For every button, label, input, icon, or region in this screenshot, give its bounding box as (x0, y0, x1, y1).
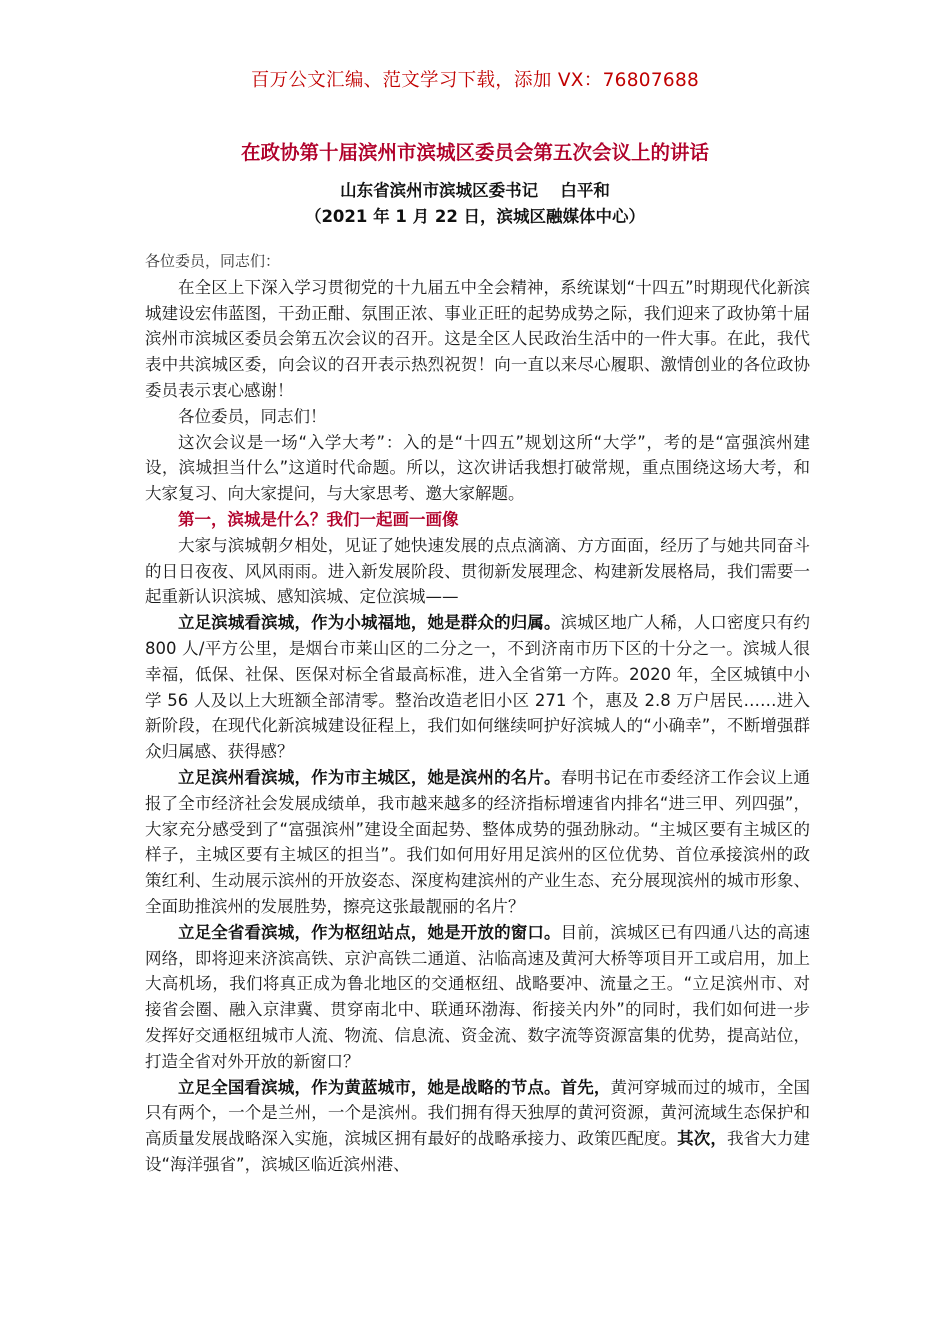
paragraph-5-text: 滨城区地广人稀，人口密度只有约 800 人/平方公里，是烟台市莱山区的二分之一，不到济南市历下区的十分之一。滨城人很幸福，低保、社保、医保对标全省最高标准，进入全省第一方阵。2020 年，全区城镇中小学 56 人及以上大班额全部清零。整治改造老旧小区 271 个，惠及 2.8 万户居民……进入新阶段，在现代化新滨城建设征程上，我们如何继续呵护好滨城人的“小确幸”，不断增强群众归属感、获得感？ (145, 613, 811, 762)
paragraph-8-lead: 立足全国看滨城，作为黄蓝城市，她是战略的节点。首先， (178, 1077, 611, 1097)
paragraph-1: 在全区上下深入学习贯彻党的十九届五中全会精神，系统谋划“十四五”时期现代化新滨城建设宏伟蓝图，干劲正酣、氛围正浓、事业正旺的起势成势之际，我们迎来了政协第十届滨州市滨城区委员会第五次会议的召开。这是全区人民政治生活中的一件大事。在此，我代表中共滨城区委，向会议的召开表示热烈祝贺！向一直以来尽心履职、激情创业的各位政协委员表示衷心感谢！ (145, 277, 810, 400)
paragraph-7-text: 目前，滨城区已有四通八达的高速网络，即将迎来济滨高铁、京沪高铁二通道、沾临高速及黄河大桥等项目开工或启用，加上大高机场，我们将真正成为鲁北地区的交通枢纽、战略要冲、流量之王。“立足滨州市、对接省会圈、融入京津冀、贯穿南北中、联通环渤海、衔接关内外”的同时，我们如何进一步发挥好交通枢纽城市人流、物流、信息流、资金流、数字流等资源富集的优势，提高站位，打造全省对外开放的新窗口？ (145, 922, 811, 1071)
paragraph-7-lead: 立足全省看滨城，作为枢纽站点，她是开放的窗口。 (178, 922, 561, 942)
paragraph-6-lead: 立足滨州看滨城，作为市主城区，她是滨州的名片。 (178, 767, 561, 787)
paragraph-3: 这次会议是一场“入学大考”：入的是“十四五”规划这所“大学”，考的是“富强滨州建设，滨城担当什么”这道时代命题。所以，这次讲话我想打破常规，重点围绕这场大考，和大家复习、向大家提问，与大家思考、邀大家解题。 (145, 432, 810, 504)
page-title: 在政协第十届滨州市滨城区委员会第五次会议上的讲话 (240, 141, 709, 164)
paragraph-7 (145, 920, 810, 1075)
paragraph-8-text-b: 我省大力建设“海洋强省”，滨城区临近滨州港、 (145, 1129, 811, 1174)
author-line: 山东省滨州市滨城区委书记 白平和 (340, 181, 610, 200)
paragraph-8 (145, 1075, 810, 1178)
date-line: （2021 年 1 月 22 日，滨城区融媒体中心） (304, 207, 646, 226)
paragraph-6-text: 春明书记在市委经济工作会议上通报了全市经济社会发展成绩单，我市越来越多的经济指标增速省内排名“进三甲、列四强”，大家充分感受到了“富强滨州”建设全面起势、整体成势的强劲脉动。“主城区要有主城区的样子，主城区要有主城区的担当”。我们如何用好用足滨州的区位优势、首位承接滨州的政策红利、生动展示滨州的开放姿态、深度构建滨州的产业生态、充分展现滨州的城市形象、全面助推滨州的发展胜势，擦亮这张最靓丽的名片？ (145, 767, 811, 916)
salutation: 各位委员，同志们： (145, 252, 281, 270)
watermark-text: 百万公文汇编、范文学习下载，添加 VX：76807688 (250, 70, 700, 91)
document-body (145, 249, 810, 1178)
paragraph-5-lead: 立足滨城看滨城，作为小城福地，她是群众的归属。 (178, 613, 561, 633)
paragraph-5 (145, 610, 810, 765)
paragraph-2: 各位委员，同志们！ (178, 406, 327, 426)
paragraph-8-text-a: 黄河穿城而过的城市，全国只有两个，一个是兰州，一个是滨州。我们拥有得天独厚的黄河资源，黄河流域生态保护和高质量发展战略深入实施，滨城区拥有最好的战略承接力、政策匹配度。 (145, 1077, 811, 1149)
paragraph-4: 大家与滨城朝夕相处，见证了她快速发展的点点滴滴、方方面面，经历了与她共同奋斗的日日夜夜、风风雨雨。进入新发展阶段、贯彻新发展理念、构建新发展格局，我们需要一起重新认识滨城、感知滨城、定位滨城—— (145, 535, 810, 607)
section-heading-1: 第一，滨城是什么？我们一起画一画像 (178, 509, 459, 529)
paragraph-6 (145, 765, 810, 920)
paragraph-8-lead-2: 其次， (677, 1129, 727, 1149)
